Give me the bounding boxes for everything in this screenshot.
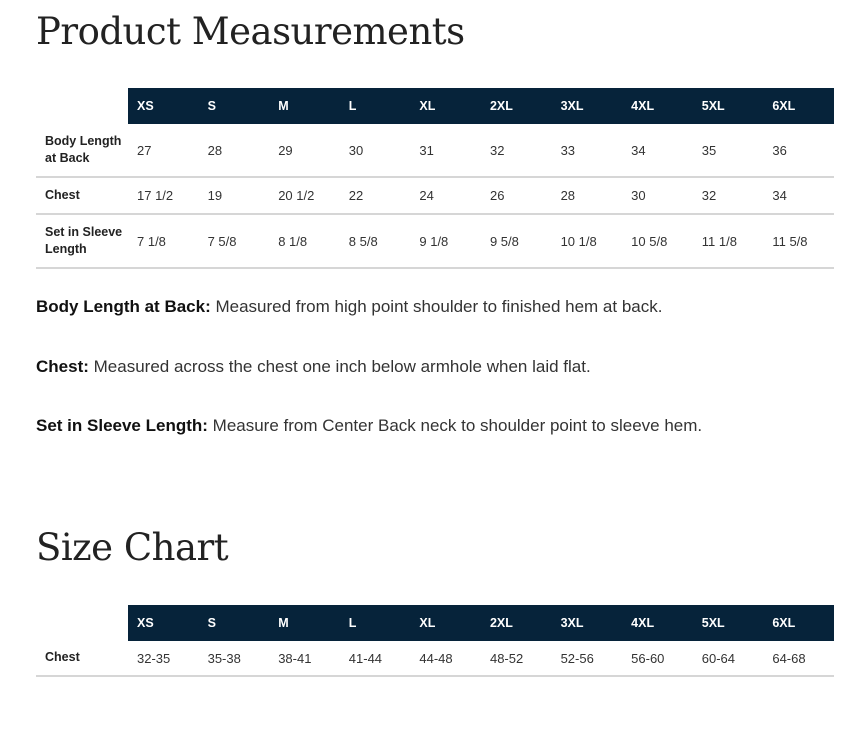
table-cell: 30 [622,177,693,214]
size-header-s: S [199,88,270,124]
table-cell: 32 [481,124,552,177]
table-cell: 44-48 [410,641,481,676]
table-cell: 60-64 [693,641,764,676]
size-header-4xl: 4XL [622,605,693,641]
table-cell: 35-38 [199,641,270,676]
table-cell: 8 1/8 [269,214,340,268]
table-cell: 8 5/8 [340,214,411,268]
table-cell: 32-35 [128,641,199,676]
table-cell: 34 [622,124,693,177]
definition-sleeve-length [36,416,702,436]
table-cell: 33 [552,124,623,177]
table-cell: 28 [199,124,270,177]
size-header-xl: XL [410,605,481,641]
table-cell: 22 [340,177,411,214]
size-header-xs: XS [128,88,199,124]
table-cell: 17 1/2 [128,177,199,214]
definition-text: Measure from Center Back neck to shoulder point to sleeve hem. [207,416,703,435]
size-header-2xl: 2XL [481,88,552,124]
definition-term: Chest: [36,357,89,376]
table-cell: 48-52 [481,641,552,676]
size-chart-header-row [36,605,834,641]
table-cell: 20 1/2 [269,177,340,214]
row-label: Chest [36,641,128,676]
size-chart-title: Size Chart [36,526,229,569]
size-header-m: M [269,605,340,641]
definition-chest [36,357,591,377]
table-cell: 52-56 [552,641,623,676]
table-cell: 41-44 [340,641,411,676]
row-label: Set in Sleeve Length [36,214,128,268]
table-row-body-length [36,124,834,177]
row-label: Chest [36,177,128,214]
table-row-chest [36,177,834,214]
size-chart-table [36,605,834,677]
table-cell: 38-41 [269,641,340,676]
size-header-m: M [269,88,340,124]
header-corner [36,88,128,124]
table-cell: 29 [269,124,340,177]
measurements-header-row [36,88,834,124]
size-header-4xl: 4XL [622,88,693,124]
size-header-2xl: 2XL [481,605,552,641]
table-cell: 30 [340,124,411,177]
table-cell: 9 5/8 [481,214,552,268]
table-cell: 19 [199,177,270,214]
size-header-5xl: 5XL [693,88,764,124]
size-header-xs: XS [128,605,199,641]
size-header-s: S [199,605,270,641]
definition-body-length [36,297,662,317]
table-cell: 56-60 [622,641,693,676]
size-header-6xl: 6XL [763,605,834,641]
table-cell: 7 5/8 [199,214,270,268]
table-cell: 11 1/8 [693,214,764,268]
table-cell: 26 [481,177,552,214]
table-cell: 36 [763,124,834,177]
size-header-3xl: 3XL [552,605,623,641]
table-cell: 9 1/8 [410,214,481,268]
table-cell: 11 5/8 [763,214,834,268]
table-cell: 28 [552,177,623,214]
table-cell: 32 [693,177,764,214]
size-header-l: L [340,88,411,124]
size-header-6xl: 6XL [763,88,834,124]
size-header-xl: XL [410,88,481,124]
table-cell: 31 [410,124,481,177]
table-cell: 64-68 [763,641,834,676]
table-cell: 35 [693,124,764,177]
header-corner [36,605,128,641]
size-header-3xl: 3XL [552,88,623,124]
table-row-sleeve-length [36,214,834,268]
row-label: Body Length at Back [36,124,128,177]
definition-term: Body Length at Back: [36,297,211,316]
table-cell: 34 [763,177,834,214]
table-row-chest [36,641,834,676]
definition-text: Measured from high point shoulder to finished hem at back. [210,297,663,316]
definition-term: Set in Sleeve Length: [36,416,208,435]
table-cell: 24 [410,177,481,214]
table-cell: 10 1/8 [552,214,623,268]
table-cell: 7 1/8 [128,214,199,268]
size-header-l: L [340,605,411,641]
size-header-5xl: 5XL [693,605,764,641]
table-cell: 27 [128,124,199,177]
definition-text: Measured across the chest one inch below armhole when laid flat. [88,357,591,376]
table-cell: 10 5/8 [622,214,693,268]
product-measurements-title: Product Measurements [36,10,465,53]
measurements-table [36,88,834,269]
